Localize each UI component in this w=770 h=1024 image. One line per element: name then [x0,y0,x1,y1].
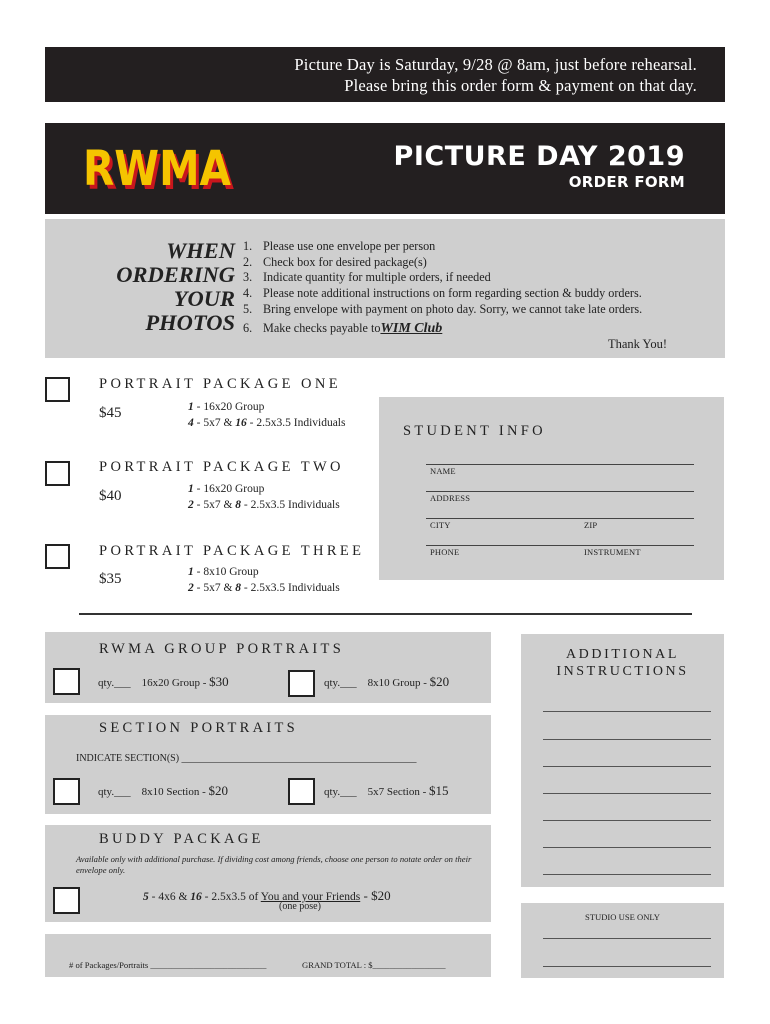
section-portraits-panel [45,715,491,814]
item-text: Bring envelope with payment on photo day. Sorry, we cannot take late orders. [263,301,643,316]
instruction-item [243,286,642,302]
title-line-1: ADDITIONAL [565,647,680,662]
student-info-panel [379,397,724,580]
section-8x10-checkbox[interactable] [53,778,80,805]
desc: - 5x7 & [193,417,236,429]
phone-label: PHONE [430,547,460,557]
qty-blank: qty.___ [324,677,357,689]
package-two-checkbox[interactable] [45,461,70,486]
package-two-description [188,481,340,513]
address-field[interactable] [426,491,694,492]
desc: - 8x10 Group [193,566,259,578]
qty: 16 [190,891,202,903]
section-8x10-option [98,783,228,799]
studio-use-label: STUDIO USE ONLY [584,912,661,922]
package-three-title: PORTRAIT PACKAGE THREE [99,543,365,559]
instruction-line[interactable] [543,711,711,712]
buddy-package-panel [45,825,491,922]
desc: - 2.5x3.5 of [201,891,261,903]
qty-blank: qty.___ [324,786,357,798]
total-panel [45,934,491,977]
item-text: Check box for desired package(s) [263,254,427,269]
group-16x20-checkbox[interactable] [53,668,80,695]
heading-line-2: ORDERING [116,262,235,287]
logo-shadow-text: RWMA [86,145,234,197]
desc: 8x10 Group - [367,677,430,689]
divider [79,613,692,615]
zip-label: ZIP [584,520,598,530]
package-one-price: $45 [99,405,122,421]
desc: - 5x7 & [193,582,236,594]
buddy-note: Available only with additional purchase. If dividing cost among friends, choose one person to notate order on their envelope only. [76,854,472,875]
section-5x7-checkbox[interactable] [288,778,315,805]
heading-line-3: YOUR [173,286,235,311]
instrument-label: INSTRUMENT [584,547,641,557]
price: $30 [209,674,229,689]
studio-line [543,938,711,939]
qty: 16 [235,417,247,429]
package-two-title: PORTRAIT PACKAGE TWO [99,459,344,475]
item-number: 3. [243,270,253,285]
instructions-list [243,239,642,336]
qty-blank: qty.___ [98,677,131,689]
instruction-line[interactable] [543,739,711,740]
package-three-description [188,564,340,596]
additional-instructions-title [521,646,724,680]
indicate-section-field[interactable]: INDICATE SECTION(S) _______________________________________________ [76,753,417,764]
instruction-item [243,239,642,255]
item-number: 2. [243,254,253,269]
logo-text: RWMA [83,141,231,197]
group-portraits-title: RWMA GROUP PORTRAITS [99,641,345,657]
item-text: Make checks payable to [263,320,381,335]
group-8x10-option [324,674,449,690]
grand-total-field[interactable]: GRAND TOTAL : $_________________ [302,960,446,970]
thank-you-text: Thank You! [607,337,667,351]
heading-line-1: WHEN [166,238,235,263]
instruction-item [243,255,642,271]
city-label: CITY [430,520,451,530]
item-number: 1. [243,239,253,253]
desc: - 16x20 Group [193,483,265,495]
page-title: PICTURE DAY 2019 [393,141,685,172]
price: $15 [429,783,449,798]
desc: - 2.5x3.5 Individuals [241,582,340,594]
section-5x7-option [324,783,449,799]
item-number: 6. [243,320,253,335]
group-8x10-checkbox[interactable] [288,670,315,697]
packages-count-field[interactable]: # of Packages/Portraits ___________________________ [69,960,267,970]
desc: 5x7 Section - [367,786,430,798]
instruction-line[interactable] [543,820,711,821]
qty: 4 [188,417,194,429]
name-label: NAME [430,466,456,476]
instruction-item [243,270,642,286]
notice-line-1: Picture Day is Saturday, 9/28 @ 8am, just before rehearsal. [294,55,697,74]
one-pose-note: (one pose) [279,901,321,912]
title-line-2: INSTRUCTIONS [556,664,689,679]
package-one-description [188,399,345,431]
instruction-line[interactable] [543,874,711,875]
qty: 2 [188,499,194,511]
instructions-heading [105,239,235,335]
heading-line-4: PHOTOS [145,310,235,335]
item-number: 5. [243,301,253,316]
price: $20 [208,783,229,798]
notice-line-2: Please bring this order form & payment on that day. [344,76,697,95]
qty: 1 [188,483,194,495]
desc: 8x10 Section - [141,786,209,798]
qty: 8 [235,582,242,594]
notice-banner [45,47,725,102]
instruction-line[interactable] [543,847,711,848]
qty: 5 [143,891,149,903]
package-one-checkbox[interactable] [45,377,70,402]
studio-line [543,966,711,967]
price: $20 [429,674,450,689]
instructions-panel [45,219,725,358]
instruction-item [243,302,642,318]
qty: 8 [235,499,242,511]
qty: 1 [188,401,194,413]
rwma-logo [81,139,237,197]
desc: - 16x20 Group [193,401,265,413]
package-two-price: $40 [99,488,122,504]
desc: - 2.5x3.5 Individuals [246,417,346,429]
package-three-checkbox[interactable] [45,544,70,569]
qty: 1 [188,566,194,578]
page-subtitle: ORDER FORM [568,173,685,191]
qty-blank: qty.___ [98,786,131,798]
desc: - 5x7 & [193,499,236,511]
qty: 2 [188,582,194,594]
buddy-package-title: BUDDY PACKAGE [99,831,264,847]
additional-instructions-panel [521,634,724,887]
desc: - 4x6 & [148,891,191,903]
name-field[interactable] [426,464,694,465]
group-16x20-option [98,674,229,690]
payee-name: WIM Club [380,320,443,336]
studio-use-panel [521,903,724,978]
item-text: Please use one envelope per person [263,239,436,253]
instruction-line[interactable] [543,766,711,767]
package-three-price: $35 [99,571,122,587]
item-text: Please note additional instructions on form regarding section & buddy orders. [263,286,642,301]
item-text: Indicate quantity for multiple orders, if needed [263,270,491,285]
package-one-title: PORTRAIT PACKAGE ONE [99,376,341,392]
address-label: ADDRESS [430,493,471,503]
buddy-package-checkbox[interactable] [53,887,80,914]
desc: 16x20 Group - [141,677,210,689]
group-portraits-panel [45,632,491,703]
student-info-title: STUDENT INFO [403,423,546,439]
city-zip-field[interactable] [426,518,694,519]
header-bar [45,123,725,214]
friends-text: You and your Friends [260,891,361,903]
instruction-item [243,321,642,337]
item-number: 4. [243,286,253,301]
instruction-line[interactable] [543,793,711,794]
section-portraits-title: SECTION PORTRAITS [99,720,299,736]
desc: - 2.5x3.5 Individuals [241,499,340,511]
price: - $20 [360,888,391,903]
phone-instrument-field[interactable] [426,545,694,546]
buddy-package-option [143,888,391,904]
